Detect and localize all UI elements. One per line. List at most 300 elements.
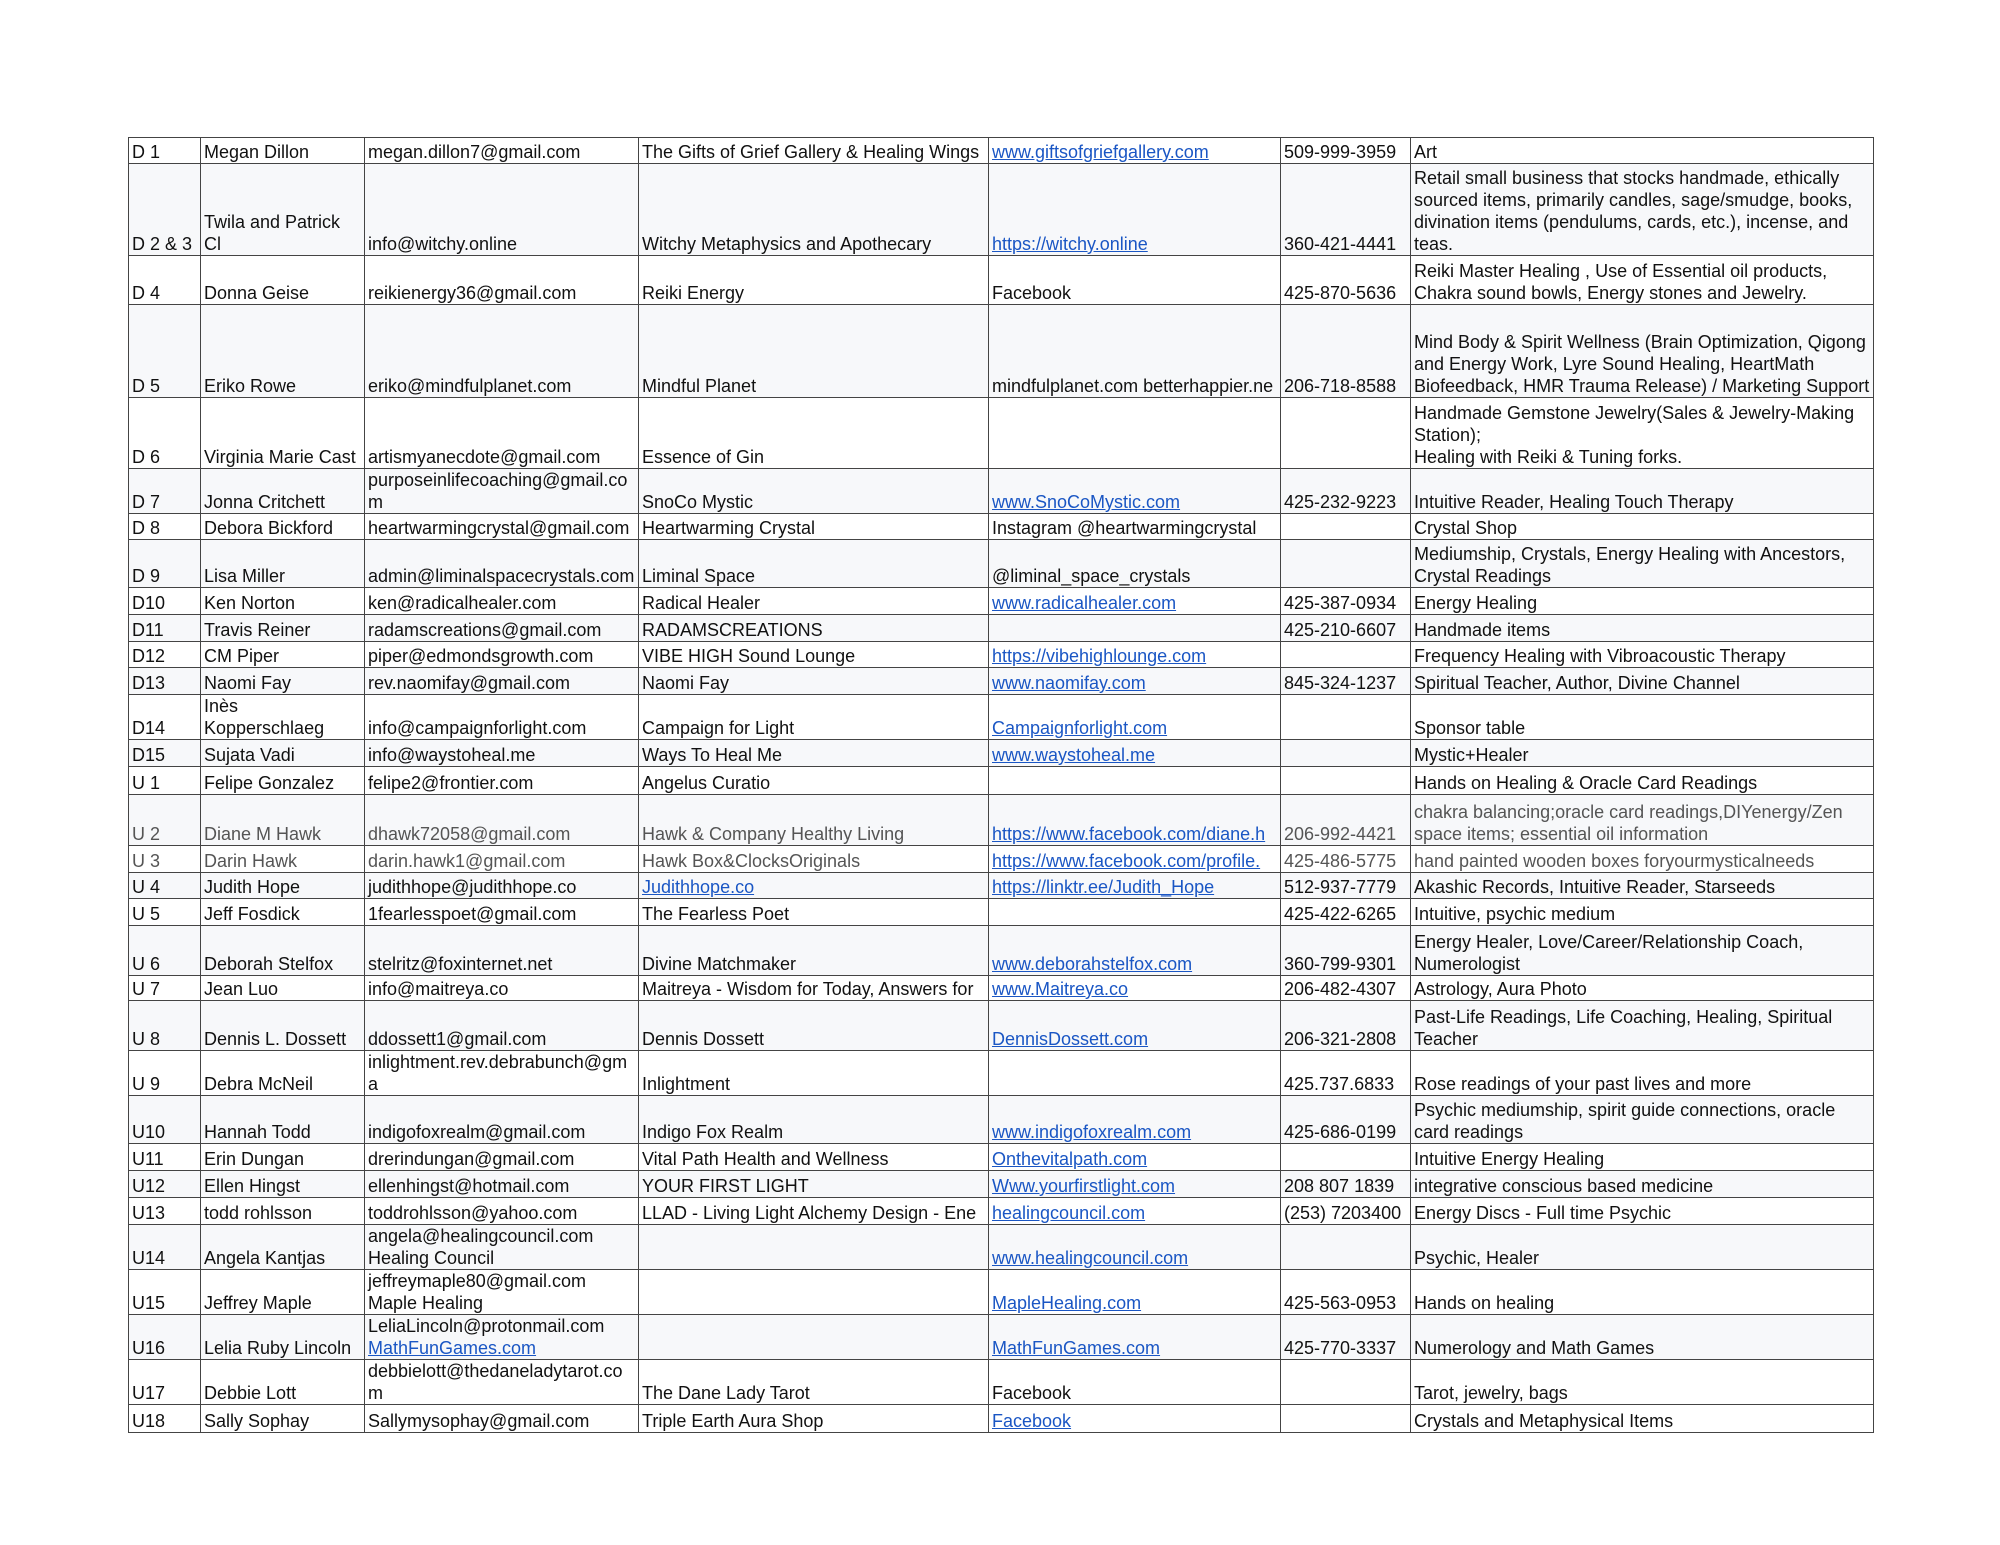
phone-text: 425-686-0199: [1284, 1122, 1397, 1142]
description-text: chakra balancing;oracle card readings,DIYenergy/Zen space items; essential oil information: [1414, 802, 1843, 844]
email-text: drerindungan@gmail.com: [368, 1149, 575, 1169]
description-text: Hands on healing: [1414, 1293, 1555, 1313]
description-text: Handmade Gemstone Jewelry(Sales & Jewelry-Making Station); Healing with Reiki & Tuning forks.: [1414, 403, 1855, 467]
business-cell: [639, 1171, 989, 1198]
website-cell: [989, 615, 1281, 642]
email-text: ken@radicalhealer.com: [368, 593, 557, 613]
table-row: [129, 795, 1874, 846]
description-cell: [1411, 164, 1874, 256]
vendor-id-cell: [129, 642, 201, 668]
phone-cell: [1281, 1315, 1411, 1360]
phone-cell: [1281, 767, 1411, 795]
name-text: Judith Hope: [204, 877, 301, 897]
vendor-id-cell: [129, 164, 201, 256]
website-cell: [989, 588, 1281, 615]
id-text: U14: [132, 1248, 166, 1268]
table-row: [129, 615, 1874, 642]
name-cell: [201, 1096, 365, 1144]
phone-cell: [1281, 256, 1411, 305]
id-text: U11: [132, 1149, 164, 1169]
website-cell: [989, 398, 1281, 469]
vendor-id-cell: [129, 256, 201, 305]
email-text: indigofoxrealm@gmail.com: [368, 1122, 586, 1142]
business-text: VIBE HIGH Sound Lounge: [642, 646, 856, 666]
name-text: Lelia Ruby Lincoln: [204, 1338, 352, 1358]
id-text: U17: [132, 1383, 166, 1403]
phone-text: 425-422-6265: [1284, 904, 1397, 924]
business-text: Hawk Box&ClocksOriginals: [642, 851, 861, 871]
phone-cell: [1281, 1096, 1411, 1144]
website-text: Facebook: [992, 283, 1072, 303]
name-cell: [201, 1315, 365, 1360]
vendor-id-cell: [129, 668, 201, 695]
email-text: info@maitreya.co: [368, 979, 509, 999]
id-text: D 7: [132, 492, 161, 512]
id-text: U 4: [132, 877, 161, 897]
phone-cell: [1281, 1198, 1411, 1225]
email-cell: [365, 540, 639, 588]
vendor-id-cell: [129, 1171, 201, 1198]
description-text: Astrology, Aura Photo: [1414, 979, 1587, 999]
email-text: stelritz@foxinternet.net: [368, 954, 553, 974]
description-text: hand painted wooden boxes foryourmysticalneeds: [1414, 851, 1815, 871]
website-link[interactable]: https://vibehighlounge.com: [992, 646, 1207, 666]
name-cell: [201, 1360, 365, 1405]
description-cell: [1411, 469, 1874, 514]
email-text: darin.hawk1@gmail.com: [368, 851, 566, 871]
email-cell: [365, 642, 639, 668]
business-text: RADAMSCREATIONS: [642, 620, 823, 640]
business-text: SnoCo Mystic: [642, 492, 754, 512]
business-cell: [639, 846, 989, 873]
id-text: U 7: [132, 979, 161, 999]
table-row: [129, 740, 1874, 767]
website-link[interactable]: MathFunGames.com: [992, 1338, 1161, 1358]
phone-text: 509-999-3959: [1284, 142, 1397, 162]
vendor-id-cell: [129, 398, 201, 469]
description-text: Intuitive, psychic medium: [1414, 904, 1616, 924]
business-cell: [639, 795, 989, 846]
website-link[interactable]: www.SnoCoMystic.com: [992, 492, 1181, 512]
website-cell: [989, 846, 1281, 873]
description-text: Mind Body & Spirit Wellness (Brain Optimization, Qigong and Energy Work, Lyre Sound Healing, HeartMath Biofeedback, HMR Trauma Release) / Marketing Support: [1414, 332, 1870, 396]
website-link[interactable]: https://www.facebook.com/profile.: [992, 851, 1261, 871]
email-text: info@waystoheal.me: [368, 745, 536, 765]
phone-text: 360-421-4441: [1284, 234, 1397, 254]
business-cell: [639, 305, 989, 398]
description-cell: [1411, 138, 1874, 164]
description-cell: [1411, 1270, 1874, 1315]
table-row: [129, 873, 1874, 899]
description-cell: [1411, 615, 1874, 642]
business-cell: [639, 1096, 989, 1144]
id-text: D13: [132, 673, 166, 693]
business-text: Essence of Gin: [642, 447, 765, 467]
name-cell: [201, 1144, 365, 1171]
email-cell: [365, 398, 639, 469]
vendor-id-cell: [129, 926, 201, 976]
description-cell: [1411, 1225, 1874, 1270]
description-text: Retail small business that stocks handmade, ethically sourced items, primarily candles, sage/smudge, books, divination items (pendulums, cards, etc.), incense, and teas.: [1414, 168, 1853, 254]
phone-cell: [1281, 740, 1411, 767]
website-link[interactable]: Facebook: [992, 1411, 1072, 1431]
table-row: [129, 1315, 1874, 1360]
website-cell: [989, 1096, 1281, 1144]
phone-cell: [1281, 926, 1411, 976]
email-cell: [365, 926, 639, 976]
name-text: CM Piper: [204, 646, 280, 666]
name-cell: [201, 615, 365, 642]
vendor-id-cell: [129, 1051, 201, 1096]
email-cell: [365, 1171, 639, 1198]
email-text: info@witchy.online: [368, 234, 518, 254]
description-cell: [1411, 1171, 1874, 1198]
id-text: U 3: [132, 851, 161, 871]
id-text: U 5: [132, 904, 161, 924]
website-text: @liminal_space_crystals: [992, 566, 1191, 586]
name-cell: [201, 976, 365, 1001]
vendor-id-cell: [129, 138, 201, 164]
website-link[interactable]: https://linktr.ee/Judith_Hope: [992, 877, 1215, 897]
name-cell: [201, 1001, 365, 1051]
description-text: integrative conscious based medicine: [1414, 1176, 1714, 1196]
phone-text: 425-486-5775: [1284, 851, 1397, 871]
website-cell: [989, 1198, 1281, 1225]
business-cell: [639, 1051, 989, 1096]
business-cell: [639, 767, 989, 795]
business-cell: [639, 164, 989, 256]
description-cell: [1411, 695, 1874, 740]
name-text: Diane M Hawk: [204, 824, 322, 844]
website-link[interactable]: Onthevitalpath.com: [992, 1149, 1148, 1169]
id-text: U10: [132, 1122, 166, 1142]
description-text: Intuitive Energy Healing: [1414, 1149, 1605, 1169]
table-row: [129, 668, 1874, 695]
website-cell: [989, 514, 1281, 540]
overlapping-business-text[interactable]: MathFunGames.com: [368, 1338, 537, 1358]
vendor-id-cell: [129, 305, 201, 398]
table-row: [129, 138, 1874, 164]
email-cell: [365, 256, 639, 305]
website-cell: [989, 138, 1281, 164]
table-row: [129, 1405, 1874, 1433]
website-cell: [989, 1144, 1281, 1171]
email-cell: [365, 1315, 639, 1360]
website-cell: [989, 469, 1281, 514]
name-text: Virginia Marie Cast: [204, 447, 356, 467]
name-cell: [201, 469, 365, 514]
name-cell: [201, 588, 365, 615]
description-cell: [1411, 668, 1874, 695]
phone-text: 206-718-8588: [1284, 376, 1397, 396]
id-text: U 9: [132, 1074, 161, 1094]
website-link[interactable]: Www.yourfirstlight.com: [992, 1176, 1176, 1196]
name-text: Ken Norton: [204, 593, 296, 613]
description-cell: [1411, 1051, 1874, 1096]
website-link[interactable]: DennisDossett.com: [992, 1029, 1149, 1049]
phone-text: 360-799-9301: [1284, 954, 1397, 974]
phone-cell: [1281, 899, 1411, 926]
table-row: [129, 1144, 1874, 1171]
vendor-id-cell: [129, 846, 201, 873]
email-cell: [365, 305, 639, 398]
table-row: [129, 540, 1874, 588]
description-text: Spiritual Teacher, Author, Divine Channel: [1414, 673, 1740, 693]
business-text: Witchy Metaphysics and Apothecary: [642, 234, 932, 254]
website-link[interactable]: www.radicalhealer.com: [992, 593, 1177, 613]
description-text: Crystals and Metaphysical Items: [1414, 1411, 1674, 1431]
email-cell: [365, 873, 639, 899]
business-text: Campaign for Light: [642, 718, 795, 738]
table-row: [129, 305, 1874, 398]
business-text: LLAD - Living Light Alchemy Design - Ene: [642, 1203, 977, 1223]
description-cell: [1411, 1360, 1874, 1405]
description-cell: [1411, 795, 1874, 846]
phone-cell: [1281, 588, 1411, 615]
email-text: piper@edmondsgrowth.com: [368, 646, 594, 666]
email-cell: [365, 846, 639, 873]
business-cell: [639, 1225, 989, 1270]
email-text: eriko@mindfulplanet.com: [368, 376, 572, 396]
business-text: Heartwarming Crystal: [642, 518, 816, 538]
website-link[interactable]: www.giftsofgriefgallery.com: [992, 142, 1209, 162]
phone-cell: [1281, 1001, 1411, 1051]
table-row: [129, 1270, 1874, 1315]
website-cell: [989, 256, 1281, 305]
id-text: D 1: [132, 142, 161, 162]
website-cell: [989, 926, 1281, 976]
description-text: Energy Discs - Full time Psychic: [1414, 1203, 1672, 1223]
phone-cell: [1281, 469, 1411, 514]
description-text: Rose readings of your past lives and more: [1414, 1074, 1752, 1094]
description-cell: [1411, 256, 1874, 305]
name-cell: [201, 642, 365, 668]
phone-cell: [1281, 1405, 1411, 1433]
website-cell: [989, 540, 1281, 588]
vendor-id-cell: [129, 1315, 201, 1360]
phone-cell: [1281, 846, 1411, 873]
business-cell: [639, 256, 989, 305]
vendor-id-cell: [129, 899, 201, 926]
website-cell: [989, 976, 1281, 1001]
phone-text: 208 807 1839: [1284, 1176, 1395, 1196]
email-cell: [365, 1405, 639, 1433]
website-cell: [989, 740, 1281, 767]
phone-cell: [1281, 138, 1411, 164]
phone-cell: [1281, 695, 1411, 740]
description-text: Reiki Master Healing , Use of Essential oil products, Chakra sound bowls, Energy stones and Jewelry.: [1414, 261, 1828, 303]
table-row: [129, 846, 1874, 873]
email-cell: [365, 1225, 639, 1270]
business-text: Ways To Heal Me: [642, 745, 783, 765]
id-text: U 6: [132, 954, 161, 974]
email-text: heartwarmingcrystal@gmail.com: [368, 518, 630, 538]
website-cell: [989, 1171, 1281, 1198]
phone-text: 425-210-6607: [1284, 620, 1397, 640]
business-text: Reiki Energy: [642, 283, 745, 303]
id-text: U12: [132, 1176, 166, 1196]
name-cell: [201, 1171, 365, 1198]
business-text: Vital Path Health and Wellness: [642, 1149, 889, 1169]
website-link[interactable]: www.Maitreya.co: [992, 979, 1129, 999]
email-cell: [365, 588, 639, 615]
phone-text: 206-992-4421: [1284, 824, 1397, 844]
email-text: felipe2@frontier.com: [368, 773, 534, 793]
website-cell: [989, 1225, 1281, 1270]
business-text: The Gifts of Grief Gallery & Healing Wings: [642, 142, 980, 162]
email-cell: [365, 1270, 639, 1315]
phone-text: 206-482-4307: [1284, 979, 1397, 999]
description-cell: [1411, 767, 1874, 795]
name-cell: [201, 899, 365, 926]
website-cell: [989, 767, 1281, 795]
name-cell: [201, 1051, 365, 1096]
id-text: U15: [132, 1293, 166, 1313]
id-text: D15: [132, 745, 166, 765]
name-cell: [201, 540, 365, 588]
email-text: ddossett1@gmail.com: [368, 1029, 547, 1049]
email-cell: [365, 138, 639, 164]
vendor-id-cell: [129, 795, 201, 846]
id-text: U13: [132, 1203, 166, 1223]
email-text: rev.naomifay@gmail.com: [368, 673, 570, 693]
email-text: Sallymysophay@gmail.com: [368, 1411, 590, 1431]
name-text: Sally Sophay: [204, 1411, 310, 1431]
website-link[interactable]: Campaignforlight.com: [992, 718, 1168, 738]
email-text: megan.dillon7@gmail.com: [368, 142, 581, 162]
email-text: judithhope@judithhope.co: [368, 877, 577, 897]
phone-text: 206-321-2808: [1284, 1029, 1397, 1049]
business-cell: [639, 398, 989, 469]
description-cell: [1411, 899, 1874, 926]
name-text: Twila and Patrick Cl: [204, 212, 341, 254]
description-text: Art: [1414, 142, 1438, 162]
description-cell: [1411, 305, 1874, 398]
id-text: U 1: [132, 773, 161, 793]
table-row: [129, 642, 1874, 668]
name-text: Felipe Gonzalez: [204, 773, 335, 793]
email-cell: [365, 1144, 639, 1171]
business-cell: [639, 1144, 989, 1171]
name-cell: [201, 514, 365, 540]
business-cell: [639, 695, 989, 740]
website-link[interactable]: www.healingcouncil.com: [992, 1248, 1189, 1268]
website-link[interactable]: https://witchy.online: [992, 234, 1148, 254]
email-cell: [365, 469, 639, 514]
description-text: Intuitive Reader, Healing Touch Therapy: [1414, 492, 1734, 512]
vendor-id-cell: [129, 540, 201, 588]
id-text: D 5: [132, 376, 161, 396]
vendor-id-cell: [129, 1144, 201, 1171]
website-link[interactable]: www.deborahstelfox.com: [992, 954, 1193, 974]
website-cell: [989, 164, 1281, 256]
website-cell: [989, 873, 1281, 899]
description-cell: [1411, 1001, 1874, 1051]
phone-cell: [1281, 1360, 1411, 1405]
business-cell: [639, 588, 989, 615]
id-text: D 6: [132, 447, 161, 467]
vendor-id-cell: [129, 1270, 201, 1315]
table-row: [129, 926, 1874, 976]
description-text: Crystal Shop: [1414, 518, 1518, 538]
phone-cell: [1281, 1051, 1411, 1096]
vendor-id-cell: [129, 615, 201, 642]
name-text: Jonna Critchett: [204, 492, 326, 512]
business-text: Angelus Curatio: [642, 773, 771, 793]
phone-text: (253) 7203400: [1284, 1203, 1402, 1223]
website-link[interactable]: www.indigofoxrealm.com: [992, 1122, 1192, 1142]
id-text: D14: [132, 718, 166, 738]
business-text: Mindful Planet: [642, 376, 757, 396]
phone-cell: [1281, 1144, 1411, 1171]
description-cell: [1411, 846, 1874, 873]
name-cell: [201, 767, 365, 795]
name-text: Debora Bickford: [204, 518, 334, 538]
description-cell: [1411, 588, 1874, 615]
business-link[interactable]: Judithhope.co: [642, 877, 755, 897]
email-cell: [365, 668, 639, 695]
business-cell: [639, 668, 989, 695]
business-text: Dennis Dossett: [642, 1029, 765, 1049]
table-row: [129, 398, 1874, 469]
phone-cell: [1281, 795, 1411, 846]
email-cell: [365, 1051, 639, 1096]
description-text: Psychic mediumship, spirit guide connections, oracle card readings: [1414, 1100, 1836, 1142]
name-cell: [201, 256, 365, 305]
vendor-table: [128, 137, 1874, 1433]
website-cell: [989, 899, 1281, 926]
name-text: Lisa Miller: [204, 566, 286, 586]
email-text: toddrohlsson@yahoo.com: [368, 1203, 578, 1223]
name-cell: [201, 398, 365, 469]
name-text: Donna Geise: [204, 283, 310, 303]
email-cell: [365, 767, 639, 795]
business-cell: [639, 1270, 989, 1315]
name-text: Dennis L. Dossett: [204, 1029, 347, 1049]
email-cell: [365, 1360, 639, 1405]
website-cell: [989, 1270, 1281, 1315]
website-link[interactable]: healingcouncil.com: [992, 1203, 1146, 1223]
table-row: [129, 164, 1874, 256]
business-text: Indigo Fox Realm: [642, 1122, 784, 1142]
description-cell: [1411, 1198, 1874, 1225]
business-cell: [639, 976, 989, 1001]
website-cell: [989, 795, 1281, 846]
email-cell: [365, 1198, 639, 1225]
table-row: [129, 1198, 1874, 1225]
name-cell: [201, 873, 365, 899]
table-row: [129, 1225, 1874, 1270]
vendor-id-cell: [129, 767, 201, 795]
business-cell: [639, 1360, 989, 1405]
business-cell: [639, 642, 989, 668]
website-link[interactable]: www.naomifay.com: [992, 673, 1146, 693]
table-row: [129, 588, 1874, 615]
website-link[interactable]: www.waystoheal.me: [992, 745, 1156, 765]
description-cell: [1411, 1096, 1874, 1144]
business-text: Maitreya - Wisdom for Today, Answers for: [642, 979, 974, 999]
email-cell: [365, 514, 639, 540]
description-text: Akashic Records, Intuitive Reader, Starseeds: [1414, 877, 1776, 897]
website-link[interactable]: MapleHealing.com: [992, 1293, 1142, 1313]
website-link[interactable]: https://www.facebook.com/diane.h: [992, 824, 1266, 844]
name-cell: [201, 740, 365, 767]
business-text: Liminal Space: [642, 566, 756, 586]
business-cell: [639, 1198, 989, 1225]
email-text: purposeinlifecoaching@gmail.com: [368, 470, 628, 512]
description-cell: [1411, 926, 1874, 976]
phone-text: 425-387-0934: [1284, 593, 1397, 613]
